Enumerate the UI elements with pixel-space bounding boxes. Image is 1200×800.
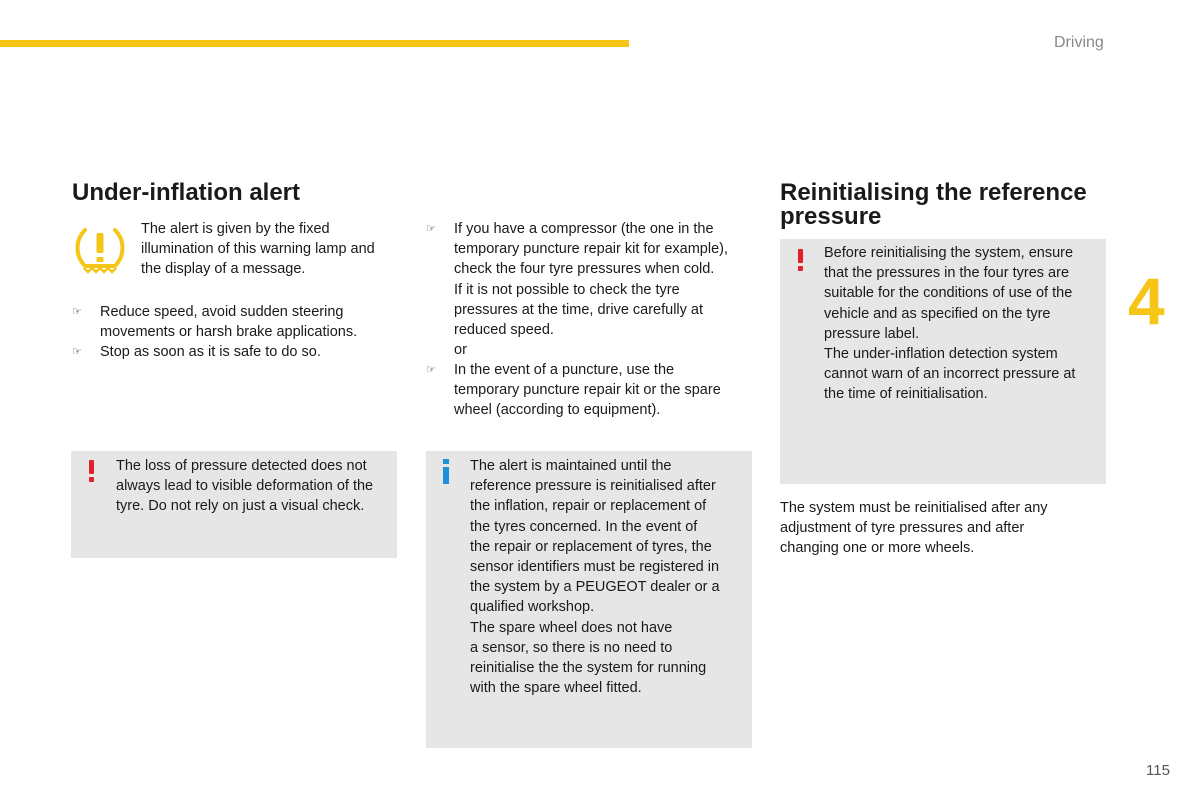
tyre-pressure-warning-icon	[74, 226, 126, 274]
bullet-compressor: If you have a compressor (the one in the temporary puncture repair kit for example), check the four tyre pressures when cold. If it is not possible to check the tyre pressures at the time, drive carefully at reduced speed. or	[454, 219, 728, 360]
warning-exclamation-icon	[86, 460, 96, 482]
chapter-number: 4	[1128, 264, 1165, 338]
warning-box-text: The loss of pressure detected does not always lead to visible deformation of the tyre. Do not rely on just a visual check.	[116, 458, 374, 515]
bullet-stop: Stop as soon as it is safe to do so.	[100, 344, 321, 360]
intro-text: The alert is given by the fixed illumination of this warning lamp and the display of a message.	[141, 221, 375, 278]
pointer-bullet-icon: ☞	[426, 364, 436, 376]
info-icon	[441, 459, 451, 484]
reinitialising-title: Reinitialising the reference pressure	[780, 179, 1087, 230]
or-text: or	[454, 342, 467, 359]
warning-exclamation-icon	[795, 249, 805, 271]
bullet-reduce-speed: Reduce speed, avoid sudden steering movements or harsh brake applications.	[100, 304, 358, 341]
reinit-warning-text: Before reinitialising the system, ensure that the pressures in the four tyres are suitable for the conditions of use of the vehicle and as specified on the tyre pressure label. The under-inflation detection system cannot warn of an incorrect pressure at the time of reinitialisation.	[824, 245, 1076, 403]
pointer-bullet-icon: ☞	[72, 306, 82, 318]
header-accent-bar	[0, 40, 629, 47]
info-box-text: The alert is maintained until the reference pressure is reinitialised after the inflation, repair or replacement of the tyres concerned. In the event of the repair or replacement of tyres, the sensor identifiers must be registered in the system by a PEUGEOT dealer or a qualified workshop. The spare wheel does not have a sensor, so there is no need to reinitialise the the system for running with the spare wheel fitted.	[470, 458, 720, 697]
reinit-body-text: The system must be reinitialised after any adjustment of tyre pressures and after changing one or more wheels.	[780, 500, 1048, 557]
pointer-bullet-icon: ☞	[426, 223, 436, 235]
section-label: Driving	[1054, 34, 1104, 51]
bullet-puncture: In the event of a puncture, use the temporary puncture repair kit or the spare wheel (according to equipment).	[454, 362, 721, 419]
pointer-bullet-icon: ☞	[72, 346, 82, 358]
page-number: 115	[1146, 762, 1170, 779]
under-inflation-title: Under-inflation alert	[72, 179, 301, 206]
